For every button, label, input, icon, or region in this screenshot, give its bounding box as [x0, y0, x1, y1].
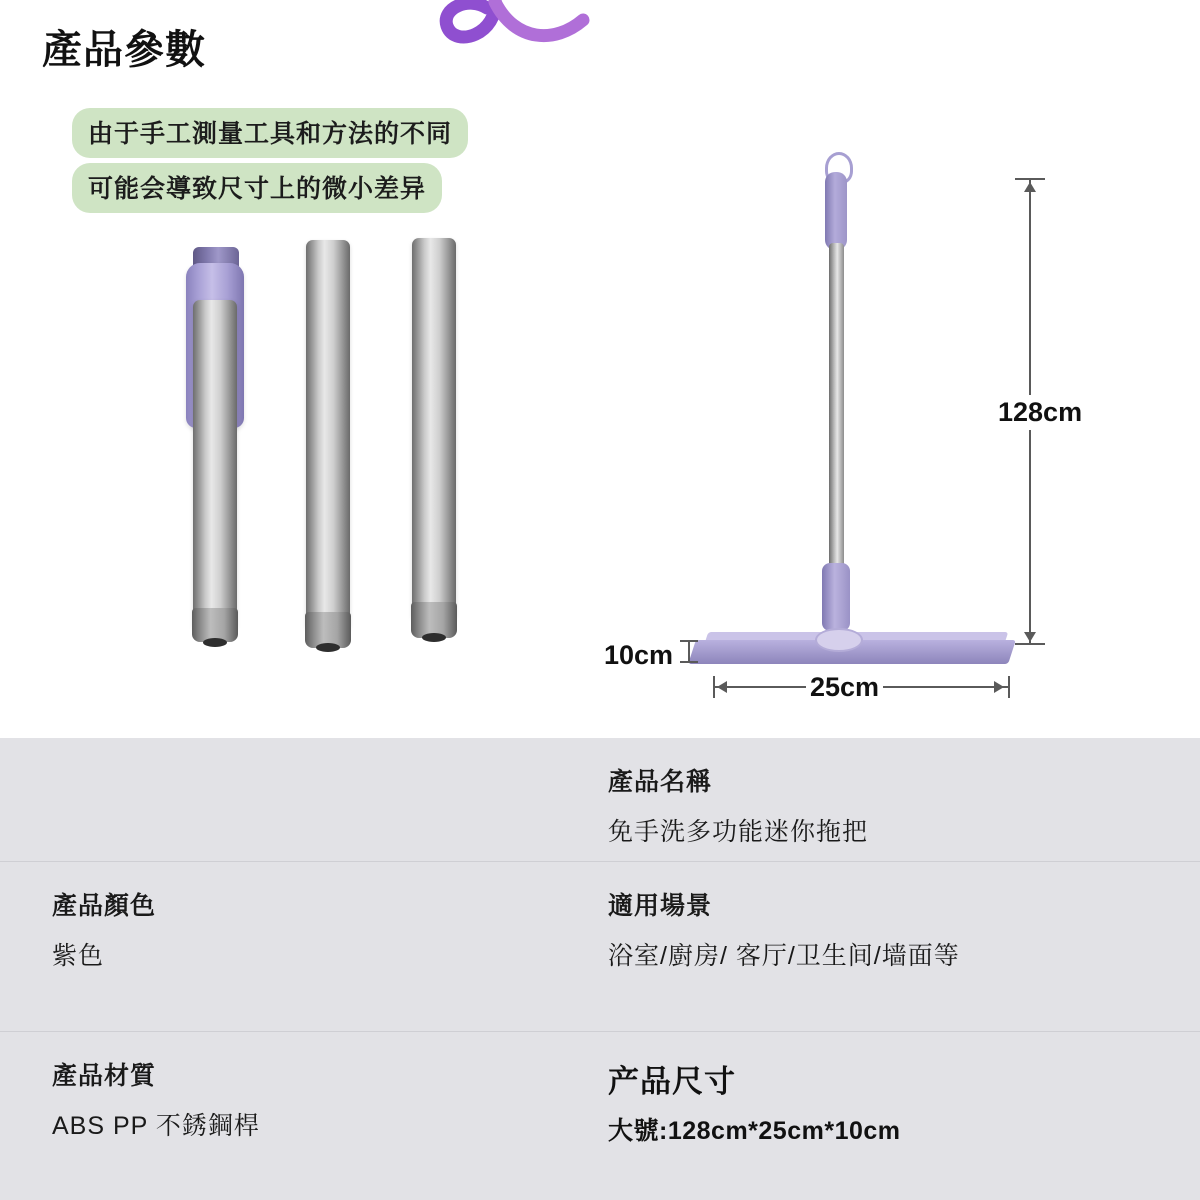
- product-size-cell: [556, 1056, 1200, 1200]
- measurement-note-1: 由于手工測量工具和方法的不同: [72, 108, 468, 158]
- width-arrow-right: [994, 681, 1004, 693]
- thickness-dimension-line: [688, 641, 690, 663]
- usage-scene-label: 適用場景: [608, 892, 713, 920]
- product-size-label: 产品尺寸: [608, 1064, 736, 1099]
- product-name-label: 產品名稱: [608, 768, 713, 796]
- product-name-cell: [0, 762, 1200, 861]
- mop-handle-grip: [825, 172, 847, 250]
- measurement-note-2: 可能会導致尺寸上的微小差异: [72, 163, 442, 213]
- mop-pole: [829, 243, 844, 573]
- pole-joint-sleeve: [822, 563, 850, 631]
- height-dimension-label: 128cm: [994, 395, 1086, 430]
- product-material-cell: [0, 1056, 556, 1200]
- height-arrow-up: [1024, 182, 1036, 192]
- middle-tube-hole: [316, 643, 340, 652]
- width-arrow-left: [717, 681, 727, 693]
- usage-scene-value: 浴室/廚房/ 客厅/卫生间/墙面等: [608, 942, 960, 970]
- thickness-dimension-label: 10cm: [600, 638, 677, 673]
- page-title: 產品參數: [42, 28, 206, 72]
- mop-swivel-joint: [815, 628, 863, 652]
- thickness-tick-top: [680, 640, 698, 642]
- lower-tube: [412, 238, 456, 620]
- height-arrow-down: [1024, 632, 1036, 642]
- width-dimension-tick-left: [713, 676, 715, 698]
- product-color-value: 紫色: [52, 942, 105, 970]
- assembled-mop-illustration: [560, 0, 1200, 738]
- product-material-value: ABS PP 不銹鋼桿: [52, 1112, 260, 1140]
- specification-table: [0, 738, 1200, 1200]
- product-material-label: 產品材質: [52, 1062, 157, 1090]
- height-dimension-tick-bottom: [1015, 643, 1045, 645]
- product-color-cell: [0, 886, 556, 1031]
- product-color-label: 產品顏色: [52, 892, 157, 920]
- table-row: [0, 738, 1200, 862]
- lower-tube-hole: [422, 633, 446, 642]
- product-name-value: 免手洗多功能迷你拖把: [608, 818, 869, 846]
- table-row: [0, 1032, 1200, 1200]
- handle-tube: [193, 300, 237, 630]
- handle-tube-end: [192, 608, 238, 642]
- width-dimension-tick-right: [1008, 676, 1010, 698]
- height-dimension-tick-top: [1015, 178, 1045, 180]
- product-size-value: 大號:128cm*25cm*10cm: [608, 1117, 901, 1145]
- width-dimension-label: 25cm: [806, 670, 883, 705]
- table-row: [0, 862, 1200, 1032]
- usage-scene-cell: [556, 886, 1200, 1031]
- thickness-tick-bottom: [680, 661, 698, 663]
- handle-tube-hole: [203, 638, 227, 647]
- disassembled-parts-illustration: [0, 0, 560, 738]
- middle-tube: [306, 240, 350, 630]
